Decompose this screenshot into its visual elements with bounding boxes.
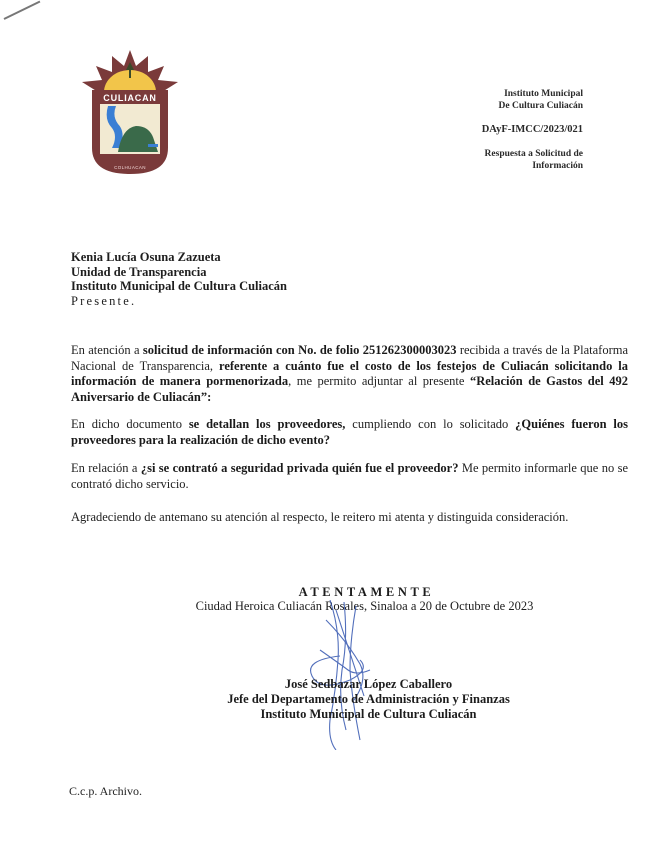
p1-bold-1: solicitud de información con No. de folio 251262300003023 <box>142 343 457 357</box>
p1-bold-2: referente a cuánto fue el costo de los festejos de Culiacán solicitando la información de manera pormenorizada <box>71 358 628 388</box>
paragraph-request <box>71 343 628 405</box>
document-header <box>482 88 583 172</box>
p2-bold-1: se detallan los proveedores, <box>188 417 346 431</box>
recipient-greeting: Presente. <box>71 293 137 308</box>
recipient-unit: Unidad de Transparencia <box>71 264 207 279</box>
paragraph-security <box>71 461 628 492</box>
p1-text-2: recibida a través de la Plataforma Nacional de Transparencia, <box>71 343 628 373</box>
logo-city-text: CULIACAN <box>103 93 157 103</box>
p1-text-3: , me permito adjuntar al presente <box>288 374 470 388</box>
p2-text-2: cumpliendo con lo solicitado <box>345 417 516 431</box>
place-and-date: Ciudad Heroica Culiacán Rosales, Sinaloa a 20 de Octubre de 2023 <box>195 599 534 613</box>
p1-text-1: En atención a <box>71 343 143 357</box>
subject-line-1: Respuesta a Solicitud de <box>484 149 583 159</box>
institution-line-1: Instituto Municipal <box>504 89 583 99</box>
reference-number: DAyF-IMCC/2023/021 <box>481 124 583 135</box>
copy-to-archive: C.c.p. Archivo. <box>69 784 142 798</box>
institution-line-2: De Cultura Culiacán <box>498 101 583 111</box>
signer-institution: Instituto Municipal de Cultura Culiacán <box>260 707 477 721</box>
p3-bold-1: ¿si se contrató a seguridad privada quién fue el proveedor? <box>140 461 459 475</box>
p2-text-1: En dicho documento <box>71 417 189 431</box>
p2-bold-2: ¿Quiénes fueron los proveedores para la realización de dicho evento? <box>71 417 628 447</box>
coat-of-arms-logo <box>78 48 182 178</box>
pen-mark <box>4 1 41 20</box>
p3-text-2: Me permito informarle que no se contrató dicho servicio. <box>71 461 628 491</box>
salutation: ATENTAMENTE <box>298 585 435 599</box>
p1-bold-3: “Relación de Gastos del 492 Aniversario de Culiacán”: <box>71 374 628 404</box>
recipient-block <box>71 250 287 308</box>
subject-line-2: Información <box>532 161 583 171</box>
paragraph-thanks: Agradeciendo de antemano su atención al respecto, le reitero mi atenta y distinguida consideración. <box>71 510 569 524</box>
paragraph-providers <box>71 417 628 448</box>
handwritten-signature <box>300 600 390 750</box>
logo-bottom-text: COLHUACAN <box>114 165 146 170</box>
recipient-institution: Instituto Municipal de Cultura Culiacán <box>71 279 288 293</box>
signer-name: José Sedbazar López Caballero <box>284 677 453 691</box>
recipient-name: Kenia Lucía Osuna Zazueta <box>71 250 221 264</box>
signer-block <box>42 677 653 722</box>
signer-title: Jefe del Departamento de Administración y Finanzas <box>227 692 510 706</box>
p3-text-1: En relación a <box>71 461 141 475</box>
coat-of-arms-icon <box>78 48 182 178</box>
